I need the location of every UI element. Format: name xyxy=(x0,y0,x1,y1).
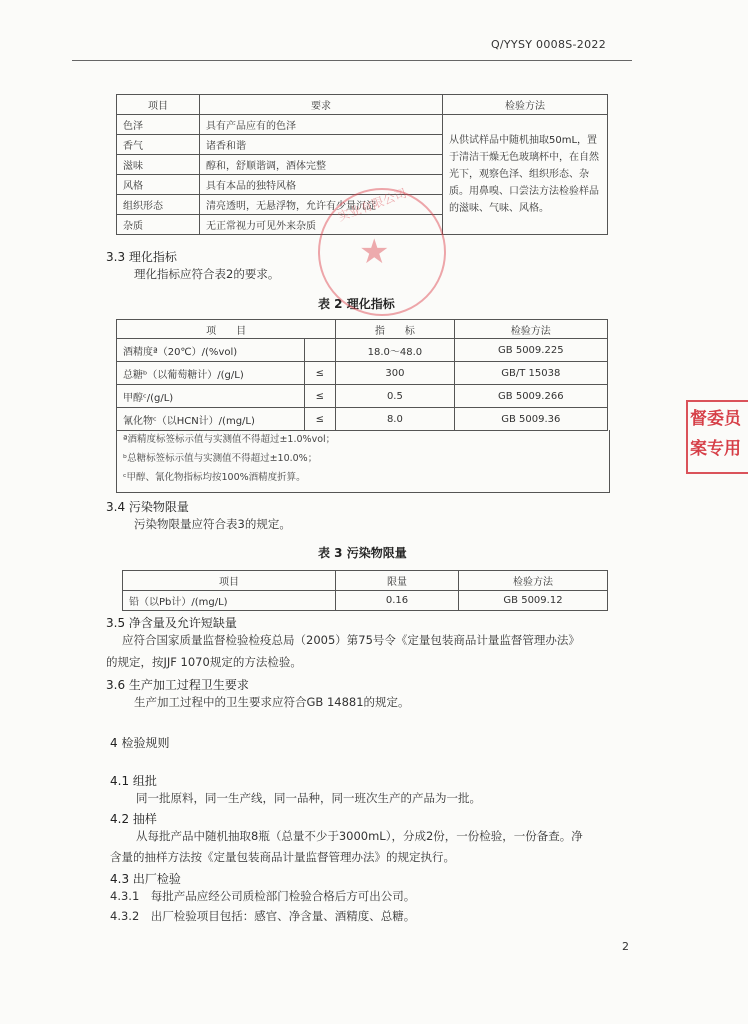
t1-req: 具有产品应有的色泽 xyxy=(200,115,443,135)
t3-limit: 0.16 xyxy=(336,591,459,611)
table3-caption: 表 3 污染物限量 xyxy=(318,546,407,560)
table2-notes xyxy=(116,430,610,493)
section-4-2-line1: 从每批产品中随机抽取8瓶（总量不少于3000mL），分成2份，一份检验，一份备查。净 xyxy=(136,829,583,843)
t3-header-method: 检验方法 xyxy=(459,571,608,591)
section-3-5-title: 3.5 净含量及允许短缺量 xyxy=(106,616,237,630)
section-3-5-line2: 的规定，按JJF 1070规定的方法检验。 xyxy=(106,655,302,669)
doc-code: Q/YYSY 0008S-2022 xyxy=(490,38,606,51)
filing-stamp-line1: 督委员 xyxy=(690,409,741,429)
t3-method: GB 5009.12 xyxy=(459,591,608,611)
t2-sym: ≤ xyxy=(304,408,336,431)
section-3-6-text: 生产加工过程中的卫生要求应符合GB 14881的规定。 xyxy=(134,695,410,709)
t1-item: 滋味 xyxy=(117,155,200,175)
section-3-6-title: 3.6 生产加工过程卫生要求 xyxy=(106,678,249,692)
t1-header-method: 检验方法 xyxy=(443,95,608,115)
t2-header-item: 项 目 xyxy=(117,320,336,339)
t1-header-item: 项目 xyxy=(117,95,200,115)
t2-method: GB 5009.36 xyxy=(454,408,607,431)
t1-req: 具有本品的独特风格 xyxy=(200,175,443,195)
page-number: 2 xyxy=(622,940,629,953)
table2-caption: 表 2 理化指标 xyxy=(318,297,395,311)
header-divider xyxy=(72,60,632,61)
t2-value: 8.0 xyxy=(336,408,454,431)
t3-header-item: 项目 xyxy=(123,571,336,591)
section-4-3-2: 4.3.2 出厂检验项目包括：感官、净含量、酒精度、总糖。 xyxy=(110,909,416,923)
t2-header-value: 指 标 xyxy=(336,320,454,339)
section-4-title: 4 检验规则 xyxy=(110,736,170,750)
t2-value: 0.5 xyxy=(336,385,454,408)
t2-note: ᶜ甲醇、氰化物指标均按100%酒精度折算。 xyxy=(123,472,306,483)
contaminant-table xyxy=(122,570,608,611)
t2-sym: ≤ xyxy=(304,385,336,408)
t2-value: 300 xyxy=(336,362,454,385)
section-4-2-line2: 含量的抽样方法按《定量包装商品计量监督管理办法》的规定执行。 xyxy=(110,850,455,864)
t1-header-req: 要求 xyxy=(200,95,443,115)
t2-item: 氰化物ᶜ（以HCN计）/(mg/L) xyxy=(117,408,305,431)
section-3-3-title: 3.3 理化指标 xyxy=(106,250,177,264)
t1-req: 清亮透明，无悬浮物，允许有少量沉淀 xyxy=(200,195,443,215)
t2-note: ᵇ总糖标签标示值与实测值不得超过±10.0%； xyxy=(123,453,318,464)
section-4-3-title: 4.3 出厂检验 xyxy=(110,872,181,886)
section-3-5-line1: 应符合国家质量监督检验检疫总局（2005）第75号令《定量包装商品计量监督管理办法》 xyxy=(122,633,580,647)
t2-method: GB/T 15038 xyxy=(454,362,607,385)
t1-req: 无正常视力可见外来杂质 xyxy=(200,215,443,235)
t2-item: 总糖ᵇ（以葡萄糖计）/(g/L) xyxy=(117,362,305,385)
t1-item: 组织形态 xyxy=(117,195,200,215)
section-4-1-title: 4.1 组批 xyxy=(110,774,157,788)
section-4-1-text: 同一批原料，同一生产线，同一品种，同一班次生产的产品为一批。 xyxy=(136,791,481,805)
seal-star-icon: ★ xyxy=(359,232,390,272)
t2-item: 酒精度ª（20℃）/(%vol) xyxy=(117,339,305,362)
t2-header-method: 检验方法 xyxy=(454,320,607,339)
t1-req: 醇和，舒顺谐调，酒体完整 xyxy=(200,155,443,175)
t2-item: 甲醇ᶜ/(g/L) xyxy=(117,385,305,408)
t2-sym xyxy=(304,339,336,362)
section-3-4-text: 污染物限量应符合表3的规定。 xyxy=(134,517,291,531)
section-4-3-1: 4.3.1 每批产品应经公司质检部门检验合格后方可出公司。 xyxy=(110,889,416,903)
section-3-3-text: 理化指标应符合表2的要求。 xyxy=(134,267,280,281)
t2-sym: ≤ xyxy=(304,362,336,385)
t1-req: 诸香和谐 xyxy=(200,135,443,155)
t3-header-limit: 限量 xyxy=(336,571,459,591)
t2-method: GB 5009.225 xyxy=(454,339,607,362)
section-4-2-title: 4.2 抽样 xyxy=(110,812,157,826)
seal-text: 实业有限公司 xyxy=(335,186,409,224)
t1-item: 色泽 xyxy=(117,115,200,135)
t1-item: 杂质 xyxy=(117,215,200,235)
t2-method: GB 5009.266 xyxy=(454,385,607,408)
t3-item: 铅（以Pb计）/(mg/L) xyxy=(123,591,336,611)
section-3-4-title: 3.4 污染物限量 xyxy=(106,500,189,514)
t2-value: 18.0～48.0 xyxy=(336,339,454,362)
physchem-table xyxy=(116,319,608,431)
filing-stamp-line2: 案专用 xyxy=(690,439,741,459)
t1-item: 风格 xyxy=(117,175,200,195)
t1-method: 从供试样品中随机抽取50mL，置于清洁干燥无色玻璃杯中，在自然光下，观察色泽、组织形态、杂质。用鼻嗅、口尝法方法检验样品的滋味、气味、风格。 xyxy=(443,115,608,235)
t1-item: 香气 xyxy=(117,135,200,155)
t2-note: ª酒精度标签标示值与实测值不得超过±1.0%vol； xyxy=(123,434,336,445)
